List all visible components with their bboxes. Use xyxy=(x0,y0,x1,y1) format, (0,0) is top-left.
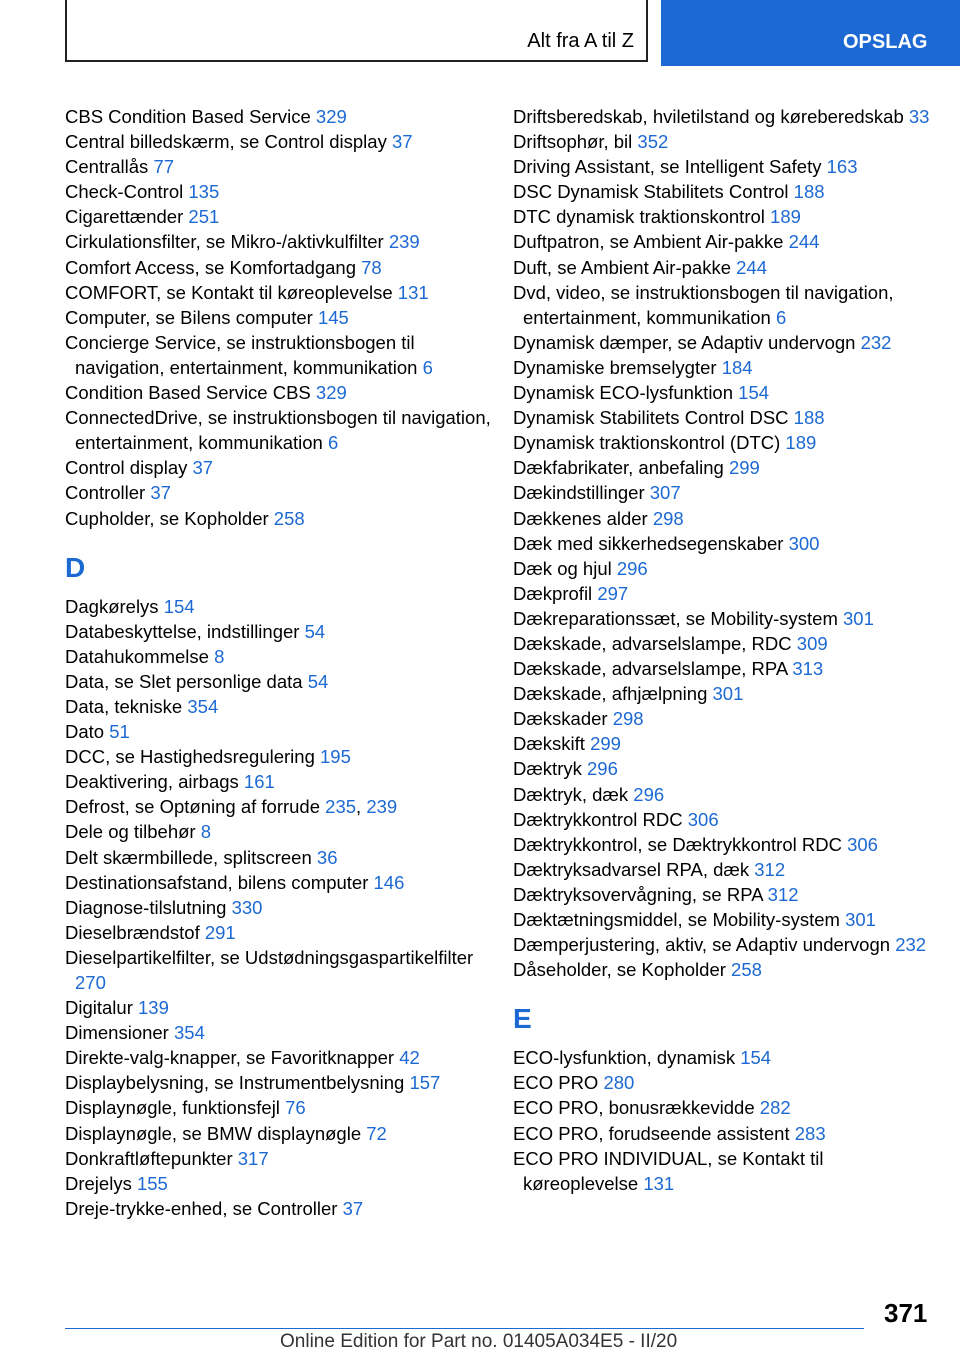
index-entry-text: Data, se Slet personlige data xyxy=(65,670,303,692)
page-reference-link[interactable]: 155 xyxy=(136,1172,168,1194)
page-reference-link[interactable]: 189 xyxy=(770,206,801,228)
index-entry xyxy=(65,129,495,154)
index-entry xyxy=(513,756,943,781)
index-entry-text: Dæk med sikkerhedsegenskaber xyxy=(513,532,784,554)
index-entry xyxy=(65,1196,495,1221)
page-reference-link[interactable]: 297 xyxy=(597,582,629,604)
index-entry-text: Dækskader xyxy=(513,708,608,730)
index-entry-text: ECO PRO, bonusrækkevidde xyxy=(513,1097,755,1119)
index-entry-text: Centrallås xyxy=(65,156,149,178)
index-entry xyxy=(513,706,943,731)
page-reference-link[interactable]: 301 xyxy=(843,607,874,629)
index-entry-text: Dækkenes alder xyxy=(513,507,648,529)
index-entry-text: Defrost, se Optøning af forrude xyxy=(65,796,321,818)
index-entry-text: Dynamisk dæmper, se Adaptiv undervogn xyxy=(513,331,856,353)
page-reference-link[interactable]: 188 xyxy=(793,407,825,429)
index-letter-heading: E xyxy=(513,1003,532,1035)
index-entry-text: Displaynøgle, se BMW displaynøgle xyxy=(65,1122,362,1144)
page-reference-link[interactable]: 291 xyxy=(204,921,236,943)
page-reference-link[interactable]: 258 xyxy=(731,959,762,981)
index-entry xyxy=(65,229,495,254)
page-reference-link[interactable]: 239 xyxy=(388,231,420,253)
index-entry-text: ECO-lysfunktion, dynamisk xyxy=(513,1047,736,1069)
page-reference-link[interactable]: 145 xyxy=(317,306,349,328)
index-entry xyxy=(513,1095,943,1120)
index-entry-text: Dæktrykkontrol, se Dæktrykkontrol RDC xyxy=(513,833,842,855)
page-reference-link[interactable]: 76 xyxy=(285,1097,306,1119)
index-entry-text: Dæktryksovervågning, se RPA xyxy=(513,883,763,905)
index-entry-text: Duftpatron, se Ambient Air-pakke xyxy=(513,231,784,253)
page-reference-link[interactable]: 146 xyxy=(373,871,405,893)
page-reference-link[interactable]: 54 xyxy=(304,620,326,642)
index-entry xyxy=(513,330,943,355)
index-entry xyxy=(513,1121,943,1146)
page-reference-link[interactable]: 135 xyxy=(188,181,220,203)
index-entry-text: Dæktætningsmiddel, se Mobility-system xyxy=(513,909,840,930)
page-reference-link[interactable]: 232 xyxy=(895,934,927,956)
index-entry xyxy=(513,280,943,330)
index-entry-text: ECO PRO INDIVIDUAL, se Kontakt til køreoplevelse xyxy=(513,1147,824,1194)
index-entry xyxy=(513,832,943,857)
index-entry xyxy=(513,556,943,581)
page-reference-link[interactable]: 280 xyxy=(603,1072,635,1094)
index-entry-text: Dækindstillinger xyxy=(513,482,645,504)
page-reference-link[interactable]: 37 xyxy=(150,482,171,504)
page-reference-link[interactable]: 8 xyxy=(214,645,225,667)
page-reference-link[interactable]: 244 xyxy=(788,231,820,253)
index-column-right xyxy=(513,104,943,1196)
index-entry xyxy=(65,104,495,129)
index-entry xyxy=(65,179,495,204)
page-reference-link[interactable]: 317 xyxy=(237,1147,269,1169)
page-reference-link[interactable]: 154 xyxy=(738,382,770,404)
index-entry xyxy=(513,957,943,982)
index-entry xyxy=(513,179,943,204)
index-entry xyxy=(65,455,495,480)
index-entry xyxy=(65,1171,495,1196)
section-title: Alt fra A til Z xyxy=(527,30,634,52)
page-reference-link[interactable]: 78 xyxy=(361,256,382,278)
index-entry-text: Displaynøgle, funktionsfejl xyxy=(65,1097,280,1119)
index-entry xyxy=(513,380,943,405)
page-reference-link[interactable]: 6 xyxy=(422,356,433,378)
page-reference-link[interactable]: 54 xyxy=(307,670,329,692)
page-reference-link[interactable]: 6 xyxy=(327,432,339,454)
page-reference-link[interactable]: 72 xyxy=(366,1122,387,1144)
page-reference-link[interactable]: 232 xyxy=(860,331,892,353)
index-entry xyxy=(513,731,943,756)
page-reference-link[interactable]: 258 xyxy=(273,507,305,529)
index-entry: Defrost, se Optøning af forrude 235, 239 xyxy=(65,796,398,818)
index-entry xyxy=(65,280,495,305)
index-entry-text: Controller xyxy=(65,482,146,504)
index-entry-text: ECO PRO xyxy=(513,1072,599,1094)
index-entry xyxy=(65,870,495,895)
page-reference-link[interactable]: 244 xyxy=(736,256,768,278)
index-entry-text: Donkraftløftepunkter xyxy=(65,1147,233,1169)
index-entry-text: Dækfabrikater, anbefaling xyxy=(513,457,724,479)
index-entry xyxy=(65,719,495,744)
index-entry xyxy=(65,995,495,1020)
index-entry xyxy=(513,606,943,631)
index-entry xyxy=(65,694,495,719)
tab-opslag[interactable] xyxy=(661,0,960,66)
index-entry xyxy=(65,644,495,669)
page-reference-link[interactable]: 296 xyxy=(633,783,665,805)
index-entry-text: Cupholder, se Kopholder xyxy=(65,507,269,529)
index-entry-text: Control display xyxy=(65,457,188,479)
index-letter-heading: D xyxy=(65,551,86,583)
page-reference-link[interactable]: 329 xyxy=(315,106,347,127)
index-entry-text: Databeskyttelse, indstillinger xyxy=(65,620,300,642)
index-entry xyxy=(65,1070,495,1095)
page-reference-link[interactable]: 33 xyxy=(908,106,930,127)
index-entry xyxy=(513,104,943,129)
index-entry-text: Comfort Access, se Komfortadgang xyxy=(65,256,356,278)
index-entry-text: Cirkulationsfilter, se Mikro-/aktivkulfilter xyxy=(65,231,384,253)
index-entry xyxy=(513,480,943,505)
page-reference-link[interactable]: 157 xyxy=(409,1072,441,1094)
index-entry-text: ConnectedDrive, se instruktionsbogen til navigation, entertainment, kommunikation xyxy=(65,407,491,454)
index-entry xyxy=(65,1121,495,1146)
page-reference-link[interactable]: 235 xyxy=(325,796,357,818)
index-entry xyxy=(65,920,495,945)
index-entry-text: Condition Based Service CBS xyxy=(65,382,311,404)
index-entry-text: Dieselbrændstof xyxy=(65,921,200,943)
index-entry xyxy=(513,229,943,254)
index-entry-text: Dæktryk xyxy=(513,758,582,780)
index-entry xyxy=(513,1045,943,1070)
page-number: 371 xyxy=(884,1298,928,1328)
index-entry-text: Dæmperjustering, aktiv, se Adaptiv undervogn xyxy=(513,934,891,956)
page-reference-link[interactable]: 37 xyxy=(192,457,214,479)
index-entry xyxy=(513,656,943,681)
index-entry xyxy=(513,907,943,932)
page-reference-link[interactable]: 299 xyxy=(728,457,760,479)
index-entry xyxy=(513,857,943,882)
index-entry xyxy=(65,330,495,380)
index-entry xyxy=(65,845,495,870)
index-entry-text: Dreje-trykke-enhed, se Controller xyxy=(65,1197,338,1219)
index-entry-text: Driftsberedskab, hviletilstand og køreberedskab xyxy=(513,106,904,127)
index-entry xyxy=(513,204,943,229)
index-entry-text: Datahukommelse xyxy=(65,645,209,667)
page-reference-link[interactable]: 330 xyxy=(231,896,263,918)
index-entry xyxy=(513,455,943,480)
page-reference-link[interactable]: 270 xyxy=(75,972,106,993)
index-entry-text: Displaybelysning, se Instrumentbelysning xyxy=(65,1072,405,1094)
index-entry xyxy=(65,480,495,505)
index-entry-text: Deaktivering, airbags xyxy=(65,771,239,793)
index-entry xyxy=(513,782,943,807)
index-entry xyxy=(513,1070,943,1095)
index-entry-text: Dæktryk, dæk xyxy=(513,783,629,805)
index-entry-text: Dvd, video, se instruktionsbogen til navigation, entertainment, kommunikation xyxy=(513,281,894,328)
index-entry-text: Dåseholder, se Kopholder xyxy=(513,959,726,981)
index-entry-text: Dækskade, advarselslampe, RDC xyxy=(513,632,792,654)
index-entry-text: Dæktrykkontrol RDC xyxy=(513,808,683,830)
index-entry xyxy=(513,681,943,706)
page-reference-link[interactable]: 8 xyxy=(200,821,212,843)
page-reference-link[interactable]: 139 xyxy=(138,997,169,1019)
footer-edition-text: Online Edition for Part no. 01405A034E5 - II/20 xyxy=(280,1331,678,1352)
index-entry-text: Duft, se Ambient Air-pakke xyxy=(513,256,731,278)
page-reference-link[interactable]: 282 xyxy=(759,1097,791,1119)
index-entry xyxy=(65,594,495,619)
index-entry xyxy=(513,154,943,179)
index-entry-text: Check-Control xyxy=(65,181,184,203)
index-entry xyxy=(513,807,943,832)
index-entry-text: Dækskade, advarselslampe, RPA xyxy=(513,658,788,680)
tab-opslag-label: OPSLAG xyxy=(843,31,928,53)
page-reference-link[interactable]: 131 xyxy=(397,281,429,303)
page-reference-link[interactable]: 283 xyxy=(794,1122,826,1144)
page-reference-link[interactable]: 296 xyxy=(587,758,618,780)
index-entry-text: Direkte-valg-knapper, se Favoritknapper xyxy=(65,1047,395,1069)
index-entry xyxy=(513,1146,943,1196)
page-reference-link[interactable]: 313 xyxy=(792,658,824,680)
index-entry-text: Dato xyxy=(65,721,105,743)
index-entry-text: Data, tekniske xyxy=(65,695,183,717)
index-entry-text: CBS Condition Based Service xyxy=(65,106,311,127)
index-entry-text: Dele og tilbehør xyxy=(65,821,196,843)
index-entry xyxy=(65,819,495,844)
index-entry-text: Dynamisk Stabilitets Control DSC xyxy=(513,407,789,429)
index-entry xyxy=(513,932,943,957)
index-entry-text: DCC, se Hastighedsregulering xyxy=(65,746,315,768)
page-reference-link[interactable]: 36 xyxy=(316,846,338,868)
page-reference-link[interactable]: 312 xyxy=(754,858,786,880)
page-reference-link[interactable]: 37 xyxy=(391,131,413,153)
index-entry-text: Dækprofil xyxy=(513,582,593,604)
page-reference-link[interactable]: 298 xyxy=(612,708,644,730)
index-entry xyxy=(65,1020,495,1045)
index-entry xyxy=(65,506,495,531)
index-entry xyxy=(65,255,495,280)
index-entry xyxy=(65,1045,495,1070)
header-title-box xyxy=(65,0,648,62)
page-reference-link[interactable]: 154 xyxy=(740,1047,772,1069)
index-entry xyxy=(513,506,943,531)
index-entry xyxy=(513,405,943,430)
index-entry xyxy=(65,669,495,694)
page-reference-link[interactable]: 195 xyxy=(320,746,351,768)
index-entry xyxy=(513,631,943,656)
index-entry xyxy=(65,769,495,794)
index-entry-text: Dækskift xyxy=(513,733,585,755)
page-reference-link[interactable]: 300 xyxy=(788,532,820,554)
index-entry-text: ECO PRO, forudseende assistent xyxy=(513,1122,790,1144)
index-entry-text: Central billedskærm, se Control display xyxy=(65,131,387,153)
page-reference-link[interactable]: 131 xyxy=(643,1172,675,1194)
page-reference-link[interactable]: 306 xyxy=(847,833,878,855)
index-entry-text: Digitalur xyxy=(65,997,133,1019)
page-reference-link[interactable]: 301 xyxy=(712,683,744,705)
page-reference-link[interactable]: 239 xyxy=(366,796,398,818)
index-entry xyxy=(65,1095,495,1120)
index-entry-text: Dynamisk traktionskontrol (DTC) xyxy=(513,432,781,454)
page-reference-link[interactable]: 298 xyxy=(652,507,684,529)
page-reference-link[interactable]: 354 xyxy=(174,1022,205,1044)
page-reference-link[interactable]: 42 xyxy=(399,1047,420,1069)
page-reference-link[interactable]: 163 xyxy=(826,156,858,178)
index-column-left xyxy=(65,104,495,1221)
index-entry-text: Cigarettænder xyxy=(65,206,184,228)
index-entry xyxy=(513,355,943,380)
page-reference-link[interactable]: 51 xyxy=(109,721,130,743)
page-reference-link[interactable]: 354 xyxy=(187,695,219,717)
index-entry-text: Dynamiske bremselygter xyxy=(513,356,717,378)
index-entry xyxy=(513,531,943,556)
index-entry-text: Dækreparationssæt, se Mobility-system xyxy=(513,607,838,629)
index-entry xyxy=(513,581,943,606)
index-entry xyxy=(65,619,495,644)
page-reference-link[interactable]: 306 xyxy=(687,808,719,830)
page-reference-link[interactable]: 189 xyxy=(785,432,817,454)
index-entry xyxy=(65,895,495,920)
index-entry xyxy=(65,204,495,229)
index-entry xyxy=(65,305,495,330)
page-reference-link[interactable]: 307 xyxy=(649,482,681,504)
index-entry-text: Delt skærmbillede, splitscreen xyxy=(65,846,312,868)
index-entry-text: Computer, se Bilens computer xyxy=(65,306,313,328)
index-entry xyxy=(513,255,943,280)
index-entry-text: Dæktryksadvarsel RPA, dæk xyxy=(513,858,750,880)
index-entry-text: Dagkørelys xyxy=(65,595,159,617)
index-entry-text: Driftsophør, bil xyxy=(513,131,633,153)
index-entry-text: Drejelys xyxy=(65,1172,132,1194)
index-entry xyxy=(65,154,495,179)
page-reference-link[interactable]: 161 xyxy=(243,771,275,793)
index-entry-text: DTC dynamisk traktionskontrol xyxy=(513,206,765,228)
page-reference-link[interactable]: 154 xyxy=(163,595,195,617)
index-entry-text: Dimensioner xyxy=(65,1022,169,1044)
index-entry-text: Dynamisk ECO-lysfunktion xyxy=(513,382,734,404)
page-reference-link[interactable]: 251 xyxy=(188,206,220,228)
index-entry xyxy=(65,1146,495,1171)
index-entry xyxy=(65,945,495,995)
page-reference-link[interactable]: 188 xyxy=(793,181,825,203)
index-entry-text: Dæk og hjul xyxy=(513,557,612,579)
page-reference-link[interactable]: 299 xyxy=(590,733,621,755)
page-reference-link[interactable]: 296 xyxy=(616,557,648,579)
page-reference-link[interactable]: 301 xyxy=(845,909,876,930)
footer-divider xyxy=(65,1328,864,1329)
page-reference-link[interactable]: 184 xyxy=(721,356,753,378)
index-entry-text: DSC Dynamisk Stabilitets Control xyxy=(513,181,789,203)
page-reference-link[interactable]: 329 xyxy=(315,382,347,404)
index-entry xyxy=(65,380,495,405)
page-reference-link[interactable]: 77 xyxy=(153,156,175,178)
index-entry xyxy=(65,744,495,769)
index-entry-text: Dieselpartikelfilter, se Udstødningsgaspartikelfilter xyxy=(65,946,474,968)
index-entry-text: Destinationsafstand, bilens computer xyxy=(65,871,369,893)
index-entry-text: Diagnose-tilslutning xyxy=(65,896,227,918)
index-entry xyxy=(65,405,495,455)
index-entry xyxy=(513,430,943,455)
page-reference-link[interactable]: 309 xyxy=(796,632,828,654)
page-reference-link[interactable]: 37 xyxy=(342,1197,364,1219)
index-entry-text: Concierge Service, se instruktionsbogen til navigation, entertainment, kommunikation xyxy=(65,331,418,378)
index-entry-text: COMFORT, se Kontakt til køreoplevelse xyxy=(65,281,393,303)
index-entry xyxy=(513,882,943,907)
index-entry-text: Dækskade, afhjælpning xyxy=(513,683,708,705)
page-reference-link[interactable]: 312 xyxy=(767,883,799,905)
page-reference-link[interactable]: 6 xyxy=(775,306,787,328)
index-entry xyxy=(513,129,943,154)
index-entry-text: Driving Assistant, se Intelligent Safety xyxy=(513,156,822,178)
page-reference-link[interactable]: 352 xyxy=(637,131,669,153)
